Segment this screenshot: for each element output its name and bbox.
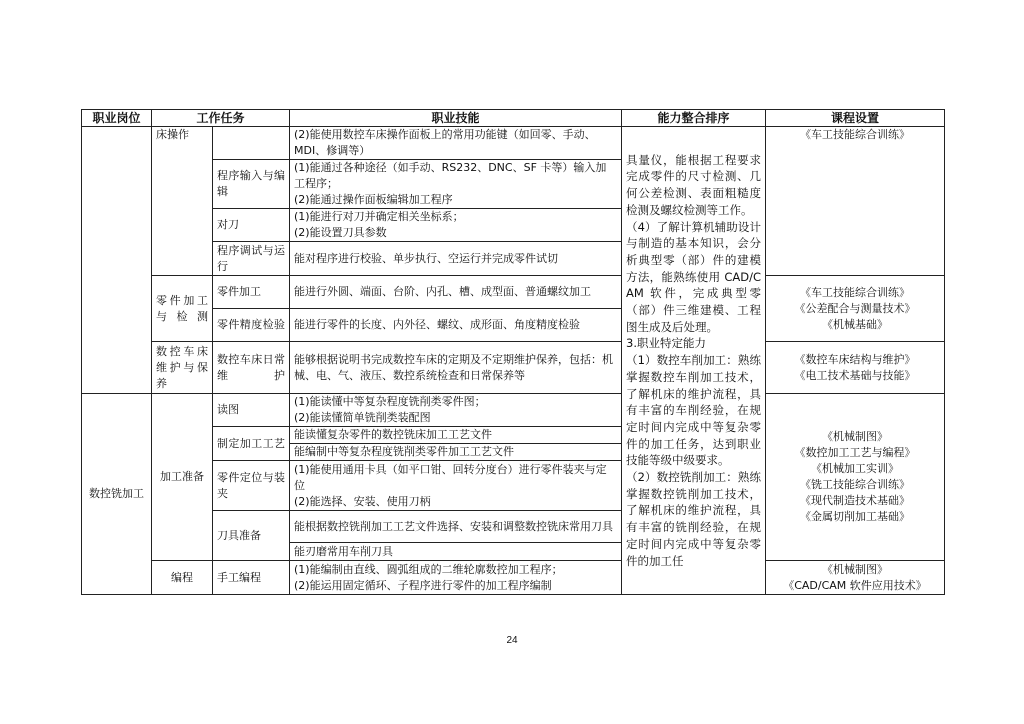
page-number: 24 — [506, 635, 518, 646]
subtask-cell: 零件定位与装夹 — [213, 461, 290, 511]
skill-cell — [290, 276, 622, 309]
skill-cell — [290, 242, 622, 276]
skill-cell — [290, 543, 622, 561]
course-cell — [766, 342, 945, 394]
skill-line: 能根据数控铣削加工工艺文件选择、安装和调整数控铣床常用刀具 — [294, 519, 614, 533]
course-item: 《电工技术基础与技能》 — [794, 368, 916, 382]
subtask-cell: 程序输入与编辑 — [213, 160, 290, 209]
skill-cell — [290, 342, 622, 394]
ability-para: 具量仪，能根据工程要求完成零件的尺寸检测、几何公差检测、表面粗糙度检测及螺纹检测等工作。 — [626, 152, 762, 217]
skill-cell — [290, 427, 622, 444]
table-row — [82, 342, 945, 394]
skill-cell — [290, 160, 622, 209]
skill-line: (1)能通过各种途径（如手动、RS232、DNC、SF 卡等）输入加工程序； — [294, 161, 607, 190]
skill-line: 能进行零件的长度、内外径、螺纹、成形面、角度精度检验 — [294, 318, 581, 331]
task-group-lathe-operation: 床操作 — [152, 127, 213, 276]
skill-cell — [290, 461, 622, 511]
skill-cell — [290, 209, 622, 242]
ability-para: （2）数控铣削加工：熟练掌握数控铣削加工技术，了解机床的维护流程，具有丰富的铣削经验，在规定时间内完成中等复杂零件的加工任 — [626, 470, 762, 568]
course-cell — [766, 276, 945, 342]
subtask-cell: 读图 — [213, 394, 290, 427]
header-post: 职业岗位 — [82, 110, 152, 127]
skill-line: (2)能通过操作面板编辑加工程序 — [294, 193, 453, 206]
subtask-cell: 刀具准备 — [213, 511, 290, 561]
skill-line: (2)能设置刀具参数 — [294, 226, 387, 239]
skill-line: (1)能读懂中等复杂程度铣削类零件图； — [294, 395, 486, 408]
course-item: 《公差配合与测量技术》 — [794, 301, 916, 315]
table-row — [82, 127, 945, 160]
skill-cell — [290, 127, 622, 160]
course-item: 《机械制图》 — [822, 430, 889, 443]
curriculum-table — [81, 109, 945, 595]
subtask-cell — [213, 127, 290, 160]
skill-cell — [290, 309, 622, 342]
post-cell-lathe — [82, 127, 152, 394]
course-item: 《车工技能综合训练》 — [800, 285, 911, 299]
subtask-cell: 对刀 — [213, 209, 290, 242]
task-group-parts: 零件加工与检测 — [152, 276, 213, 342]
table-row — [82, 276, 945, 309]
course-item: 《CAD/CAM 软件应用技术》 — [783, 578, 927, 592]
skill-line: 能编制中等复杂程度铣削类零件加工工艺文件 — [294, 445, 515, 458]
skill-line: 能对程序进行校验、单步执行、空运行并完成零件试切 — [294, 251, 559, 265]
skill-line: (2)能读懂简单铣削类装配图 — [294, 411, 431, 424]
table-header-row — [82, 110, 945, 127]
task-group-prep: 加工准备 — [152, 394, 213, 561]
course-item: 《数控加工工艺与编程》 — [794, 446, 916, 459]
course-item: 《机械基础》 — [822, 317, 889, 331]
skill-line: (2)能选择、安装、使用刀柄 — [294, 494, 431, 508]
table-row — [82, 561, 945, 595]
skill-line: 能够根据说明书完成数控车床的定期及不定期维护保养，包括：机械、电、气、液压、数控系统检查和日常保养等 — [294, 352, 614, 382]
table-row — [82, 394, 945, 427]
skill-line: 能进行外圆、端面、台阶、内孔、槽、成型面、普通螺纹加工 — [294, 285, 592, 298]
header-course: 课程设置 — [766, 110, 945, 127]
skill-cell — [290, 561, 622, 595]
course-cell — [766, 394, 945, 561]
subtask-cell: 零件精度检验 — [213, 309, 290, 342]
ability-column — [622, 127, 766, 595]
ability-para: （1）数控车削加工：熟练掌握数控车削加工技术，了解机床的维护流程，具有丰富的车削经验，在规定时间内完成中等复杂零件的加工任务，达到职业技能等级中级要求。 — [626, 353, 762, 468]
subtask-cell: 手工编程 — [213, 561, 290, 595]
course-item: 《数控车床结构与维护》 — [794, 352, 916, 366]
skill-cell — [290, 511, 622, 543]
header-ability: 能力整合排序 — [622, 110, 766, 127]
skill-cell — [290, 444, 622, 461]
skill-cell — [290, 394, 622, 427]
subtask-cell: 程序调试与运行 — [213, 242, 290, 276]
course-item: 《机械制图》 — [822, 562, 889, 576]
subtask-cell: 制定加工工艺 — [213, 427, 290, 461]
task-group-maintenance: 数控车床维护与保养 — [152, 342, 213, 394]
skill-line: 能读懂复杂零件的数控铣床加工工艺文件 — [294, 428, 493, 441]
course-item: 《机械加工实训》 — [811, 462, 900, 475]
skill-line: (1)能进行对刀并确定相关坐标系； — [294, 210, 464, 223]
ability-para: （4）了解计算机辅助设计与制造的基本知识，会分析典型零（部）件的建模方法，能熟练使用 CAD/CAM 软件，完成典型零（部）件三维建模、工程图生成及后处理。 — [626, 219, 762, 334]
subtask-cell: 数控车床日常维护 — [213, 342, 290, 394]
header-skill: 职业技能 — [290, 110, 622, 127]
skill-line: 能刃磨常用车削刀具 — [294, 544, 394, 558]
course-cell — [766, 127, 945, 276]
skill-line: (1)能编制由直线、圆弧组成的二维轮廓数控加工程序； — [294, 562, 563, 576]
task-group-programming: 编程 — [152, 561, 213, 595]
subtask-cell: 零件加工 — [213, 276, 290, 309]
course-cell — [766, 561, 945, 595]
skill-line: (1)能使用通用卡具（如平口钳、回转分度台）进行零件装夹与定位 — [294, 462, 607, 492]
ability-para: 3.职业特定能力 — [626, 336, 706, 351]
course-item: 《车工技能综合训练》 — [800, 128, 911, 141]
course-item: 《现代制造技术基础》 — [800, 494, 911, 507]
header-task: 工作任务 — [152, 110, 290, 127]
skill-line: (2)能运用固定循环、子程序进行零件的加工程序编制 — [294, 578, 552, 592]
course-item: 《铣工技能综合训练》 — [800, 478, 911, 491]
skill-line: (2)能使用数控车床操作面板上的常用功能键（如回零、手动、MDI、修调等） — [294, 128, 596, 157]
post-cell-milling: 数控铣加工 — [82, 394, 152, 595]
course-item: 《金属切削加工基础》 — [800, 510, 911, 523]
